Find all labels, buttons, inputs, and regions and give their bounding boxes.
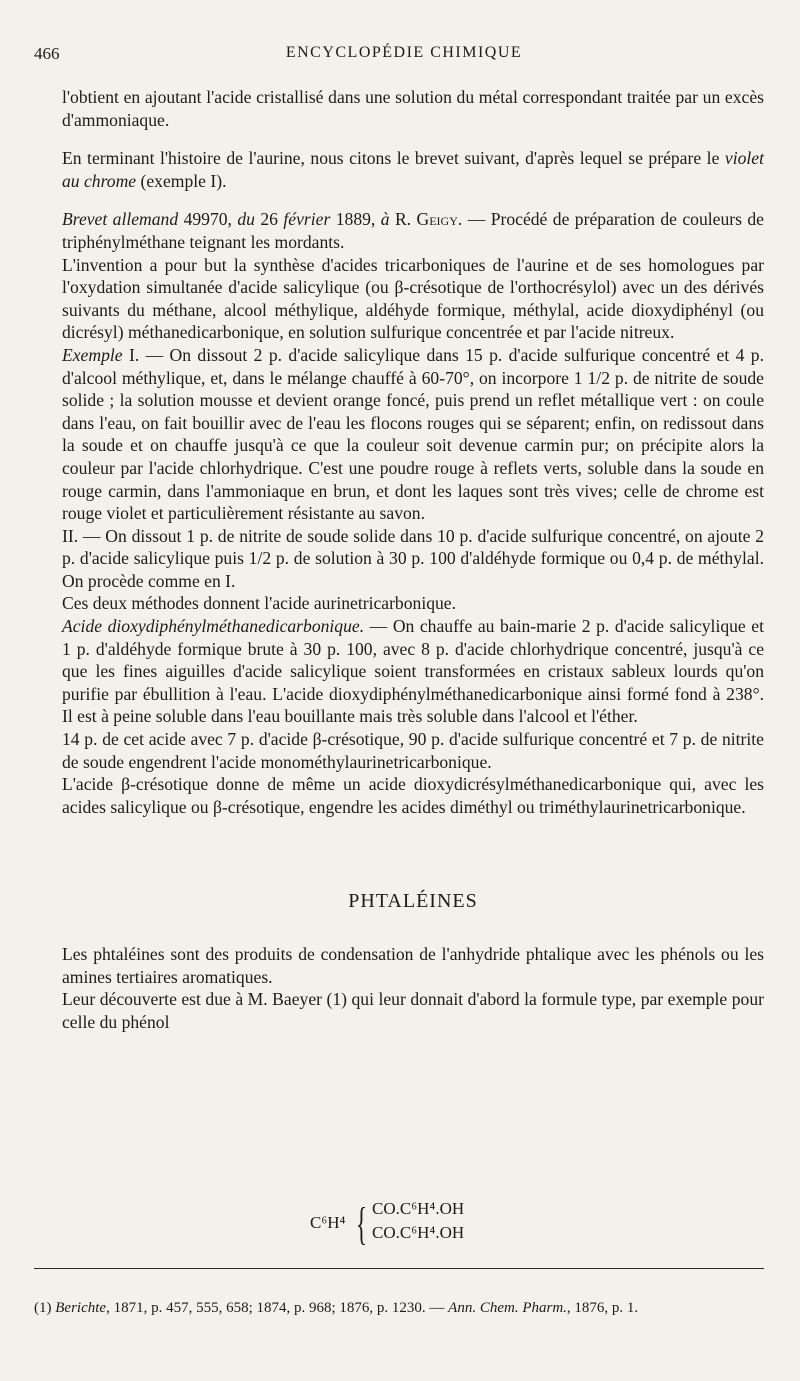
paragraph-acid bbox=[62, 615, 764, 728]
patent-year: 1889, bbox=[330, 209, 381, 230]
violet-au-chrome-term: violet au chrome bbox=[62, 148, 764, 191]
formula-row-2: CO.C⁶H⁴.OH bbox=[372, 1223, 465, 1242]
paragraph-2 bbox=[62, 147, 764, 192]
patent-du: du bbox=[237, 209, 255, 230]
patent-number: 49970, bbox=[178, 209, 238, 230]
example-label: Exemple bbox=[62, 344, 123, 365]
paragraph-phtaleines: Les phtaléines sont des produits de condensation de l'anhydride phtalique avec les phénols ou les amines tertiaires aromatiques. bbox=[62, 944, 764, 987]
paragraph-2-text-b: (exemple I). bbox=[136, 170, 227, 191]
footnote-refs-1: , 1871, p. 457, 555, 658; 1874, p. 968; 1876, p. 1230. — bbox=[106, 1300, 449, 1316]
page-header bbox=[34, 44, 774, 70]
acid-text: — On chauffe au bain-marie 2 p. d'acide salicylique et 1 p. d'aldéhyde formique brute à 30 p. 100, avec 8 p. d'acide chlorhydrique concentré, jusqu'à ce que les fines aiguilles d'acide salicylique soient transformées en cristaux sableux lourds qu'on purifie par ébullition à l'eau. L'acide dioxydiphénylméthanedicarbonique ainsi formé fond à 238°. Il est à peine soluble dans l'eau bouillante mais très soluble dans l'alcool et l'éther. bbox=[62, 616, 764, 727]
paragraph-invention: L'invention a pour but la synthèse d'acides tricarboniques de l'aurine et de ses homologues par l'oxydation simultanée d'acide salicylique (ou β-crésotique de l'orthocrésylol) avec un des dérivés suivants du méthane, alcool méthylique, aldéhyde formique, méthylal, acide dioxydiphényl (ou dicrésyl) méthanedicarbonique, en solution sulfurique concentrée et par l'acide nitreux. bbox=[62, 254, 764, 343]
page-number: 466 bbox=[34, 44, 60, 63]
footnote-journal-1: Berichte bbox=[55, 1300, 107, 1316]
formula-brace: { bbox=[356, 1198, 368, 1249]
patent-initial: R. bbox=[389, 209, 417, 230]
patent-day: 26 bbox=[254, 209, 284, 230]
footnote-mark: (1) bbox=[34, 1300, 52, 1316]
main-text bbox=[62, 86, 764, 1033]
paragraph-example-2: II. — On dissout 1 p. de nitrite de soude solide dans 10 p. d'acide sulfurique concentré, on ajoute 2 p. d'acide salicylique puis 1/2 p. de solution à 30 p. 100 d'aldéhyde formique ou 0,4 p. de méthylal. On procède comme en I. bbox=[62, 525, 764, 591]
paragraph-example-1 bbox=[62, 344, 764, 525]
formula-row-1: CO.C⁶H⁴.OH bbox=[372, 1199, 465, 1218]
acid-name: Acide dioxydiphénylméthanedicarbonique. bbox=[62, 616, 365, 637]
patent-a: à bbox=[380, 209, 390, 230]
patent-holder: Geigy bbox=[416, 209, 458, 230]
patent-paragraph bbox=[62, 208, 764, 253]
formula-rows bbox=[372, 1197, 464, 1245]
formula-lead: C⁶H⁴ bbox=[310, 1213, 346, 1232]
patent-label: Brevet allemand bbox=[62, 209, 179, 230]
paragraph-baeyer: Leur découverte est due à M. Baeyer (1) qui leur donnait d'abord la formule type, par exemple pour celle du phénol bbox=[62, 989, 764, 1032]
footnote bbox=[34, 1296, 764, 1320]
patent-title: . — Procédé de préparation de couleurs de triphénylméthane teignant les mordants. bbox=[62, 209, 764, 252]
running-title: ENCYCLOPÉDIE CHIMIQUE bbox=[285, 44, 523, 61]
patent-month: février bbox=[283, 209, 331, 230]
paragraph-cresotique: L'acide β-crésotique donne de même un acide dioxydicrésylméthanedicarbonique qui, avec les acides salicylique ou β-crésotique, engendre les acides diméthyl ou triméthylaurinetricarbonique. bbox=[62, 774, 764, 817]
paragraph-14p: 14 p. de cet acide avec 7 p. d'acide β-crésotique, 90 p. d'acide sulfurique concentré et 7 p. de nitrite de soude engendrent l'acide monométhylaurinetricarbonique. bbox=[62, 729, 764, 772]
footnote-refs-2: , 1876, p. 1. bbox=[566, 1300, 639, 1316]
paragraph-1: l'obtient en ajoutant l'acide cristallisé dans une solution du métal correspondant traitée par un excès d'ammoniaque. bbox=[62, 87, 764, 130]
paragraph-methods: Ces deux méthodes donnent l'acide aurinetricarbonique. bbox=[62, 593, 457, 614]
section-title: PHTALÉINES bbox=[348, 890, 478, 913]
footnote-journal-2: Ann. Chem. Pharm. bbox=[448, 1300, 567, 1316]
footnote-rule bbox=[34, 1268, 764, 1269]
example-1-text: I. — On dissout 2 p. d'acide salicylique dans 15 p. d'acide sulfurique concentré et 4 p. d'alcool méthylique, et, dans le mélange chauffé à 60-70°, on incorpore 1 1/2 p. de nitrite de soude solide ; la solution mousse et devient orange foncé, puis prend un reflet métallique vert : on coule dans l'eau, on fait bouillir avec de l'eau les flocons rouges qui se séparent; enfin, on redissout dans la soude et on chauffe jusqu'à ce que la couleur soit devenue carmin pur; on précipite alors la couleur par l'acide chlorhydrique. C'est une poudre rouge à reflets verts, soluble dans la soude en rouge carmin, dans l'ammoniaque en brun, et dont les laques sont très vives; celle de chrome est rouge violet et particulièrement résistante au savon. bbox=[62, 344, 764, 524]
paragraph-2-text-a: En terminant l'histoire de l'aurine, nous citons le brevet suivant, d'après lequel se prépare le bbox=[62, 148, 725, 169]
